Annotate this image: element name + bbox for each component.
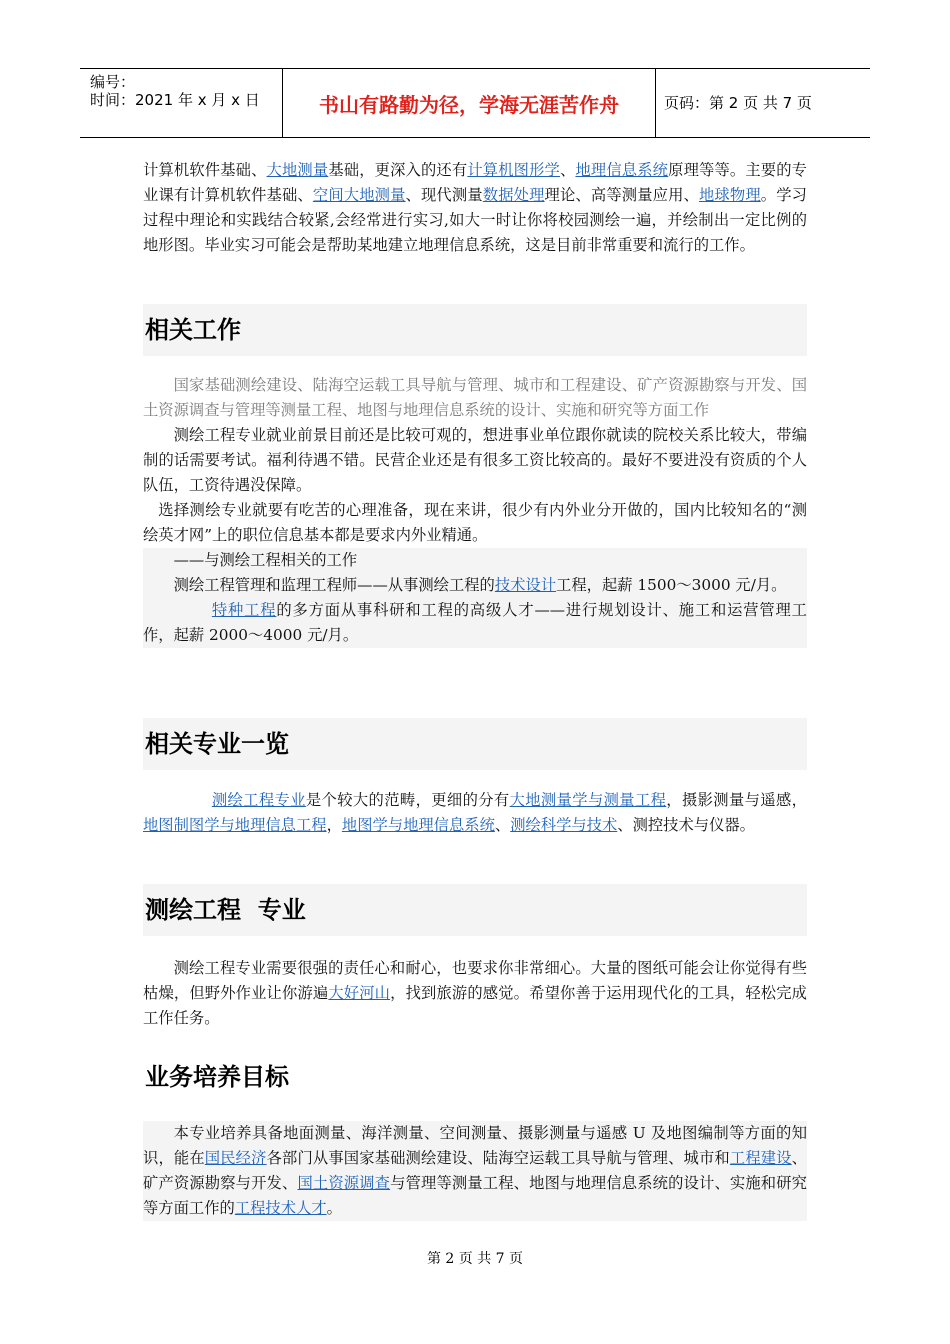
link-data-processing[interactable]: 数据处理	[482, 186, 545, 204]
header-motto-cell	[282, 69, 656, 137]
major-section	[143, 956, 807, 1031]
related-majors-heading-band	[143, 718, 807, 770]
link-engineering-talent[interactable]: 工程技术人才	[234, 1199, 327, 1217]
page-header	[80, 68, 870, 138]
job-special-engineering-paragraph: 特种工程的多方面从事科研和工程的高级人才——进行规划设计、施工和运营管理工作，起薪 2000～4000 元/月。	[143, 601, 807, 644]
link-computer-graphics[interactable]: 计算机图形学	[467, 161, 560, 179]
link-national-economy[interactable]: 国民经济	[204, 1149, 267, 1167]
goal-heading: 业务培养目标	[145, 1063, 289, 1091]
goal-section	[143, 1121, 807, 1221]
related-work-heading-band	[143, 304, 807, 356]
related-majors-paragraph: 测绘工程专业是个较大的范畴，更细的分有大地测量学与测量工程，摄影测量与遥感，地图制图学与地理信息工程，地图学与地理信息系统、测绘科学与技术、测控技术与仪器。	[143, 791, 807, 834]
related-majors-heading: 相关专业一览	[145, 730, 289, 758]
related-jobs-title: ——与测绘工程相关的工作	[173, 551, 358, 569]
link-gis[interactable]: 地理信息系统	[575, 161, 669, 179]
link-cartography-gis[interactable]: 地图学与地理信息系统	[341, 816, 495, 834]
link-geodesy-survey-engineering[interactable]: 大地测量学与测量工程	[509, 791, 667, 809]
motto: 书山有路勤为径，学海无涯苦作舟	[319, 92, 619, 117]
related-majors-section	[143, 788, 807, 838]
link-cartography-geo-info-engineering[interactable]: 地图制图学与地理信息工程	[143, 816, 327, 834]
major-paragraph: 测绘工程专业需要很强的责任心和耐心，也要求你非常细心。大量的图纸可能会让你觉得有些枯燥，但野外作业让你游遍大好河山，找到旅游的感觉。希望你善于运用现代化的工具，轻松完成工作任务。	[143, 959, 807, 1027]
page-footer: 第 2 页 共 7 页	[426, 1251, 524, 1267]
document-number: 编号：	[90, 73, 136, 91]
link-geophysics[interactable]: 地球物理	[698, 186, 761, 204]
intro-paragraph: 计算机软件基础、大地测量基础，更深入的还有计算机图形学、地理信息系统原理等等。主要的专业课有计算机软件基础、空间大地测量、现代测量数据处理理论、高等测量应用、地球物理。学习过程中理论和实践结合较紧,会经常进行实习,如大一时让你将校园测绘一遍，并绘制出一定比例的地形图。毕业实习可能会是帮助某地建立地理信息系统，这是目前非常重要和流行的工作。	[143, 161, 807, 254]
goal-paragraph: 本专业培养具备地面测量、海洋测量、空间测量、摄影测量与遥感 U 及地图编制等方面的知识，能在国民经济各部门从事国家基础测绘建设、陆海空运载工具导航与管理、城市和工程建设、矿产资源勘察与开发、国土资源调查与管理等测量工程、地图与地理信息系统的设计、实施和研究等方面工作的工程技术人才。	[143, 1124, 807, 1217]
header-page-cell	[656, 69, 870, 137]
major-heading: 测绘工程 专业	[145, 896, 306, 924]
intro-section	[143, 158, 807, 258]
document-time: 时间：2021 年 x 月 x 日	[90, 91, 260, 109]
related-jobs-block	[143, 548, 807, 648]
link-space-geodesy[interactable]: 空间大地测量	[312, 186, 406, 204]
link-geodesy[interactable]: 大地测量	[266, 161, 329, 179]
hardship-paragraph: 选择测绘专业就要有吃苦的心理准备，现在来讲，很少有内外业分开做的，国内比较知名的“测绘英才网”上的职位信息基本都是要求内外业精通。	[143, 501, 807, 544]
job-engineer-paragraph: 测绘工程管理和监理工程师——从事测绘工程的技术设计工程，起薪 1500～3000 元/月。	[173, 576, 787, 594]
related-work-summary: 国家基础测绘建设、陆海空运载工具导航与管理、城市和工程建设、矿产资源勘察与开发、国土资源调查与管理等测量工程、地图与地理信息系统的设计、实施和研究等方面工作	[143, 376, 807, 419]
link-surveying-engineering[interactable]: 测绘工程专业	[211, 791, 306, 809]
related-work-section	[143, 373, 807, 648]
link-surveying-science[interactable]: 测绘科学与技术	[510, 816, 618, 834]
link-special-engineering[interactable]: 特种工程	[211, 601, 277, 619]
page-info: 页码：第 2 页 共 7 页	[664, 93, 812, 112]
link-land-resource-survey[interactable]: 国土资源调查	[297, 1174, 391, 1192]
link-beautiful-landscape[interactable]: 大好河山	[328, 984, 391, 1002]
header-meta	[80, 69, 282, 137]
related-work-heading: 相关工作	[145, 316, 241, 344]
link-technical-design[interactable]: 技术设计	[494, 576, 557, 594]
goal-heading-band	[143, 1051, 807, 1103]
job-prospect-paragraph: 测绘工程专业就业前景目前还是比较可观的，想进事业单位跟你就读的院校关系比较大，带编制的话需要考试。福利待遇不错。民营企业还是有很多工资比较高的。最好不要进没有资质的个人队伍，工资待遇没保障。	[143, 426, 807, 494]
link-engineering-construction[interactable]: 工程建设	[729, 1149, 792, 1167]
major-heading-band	[143, 884, 807, 936]
